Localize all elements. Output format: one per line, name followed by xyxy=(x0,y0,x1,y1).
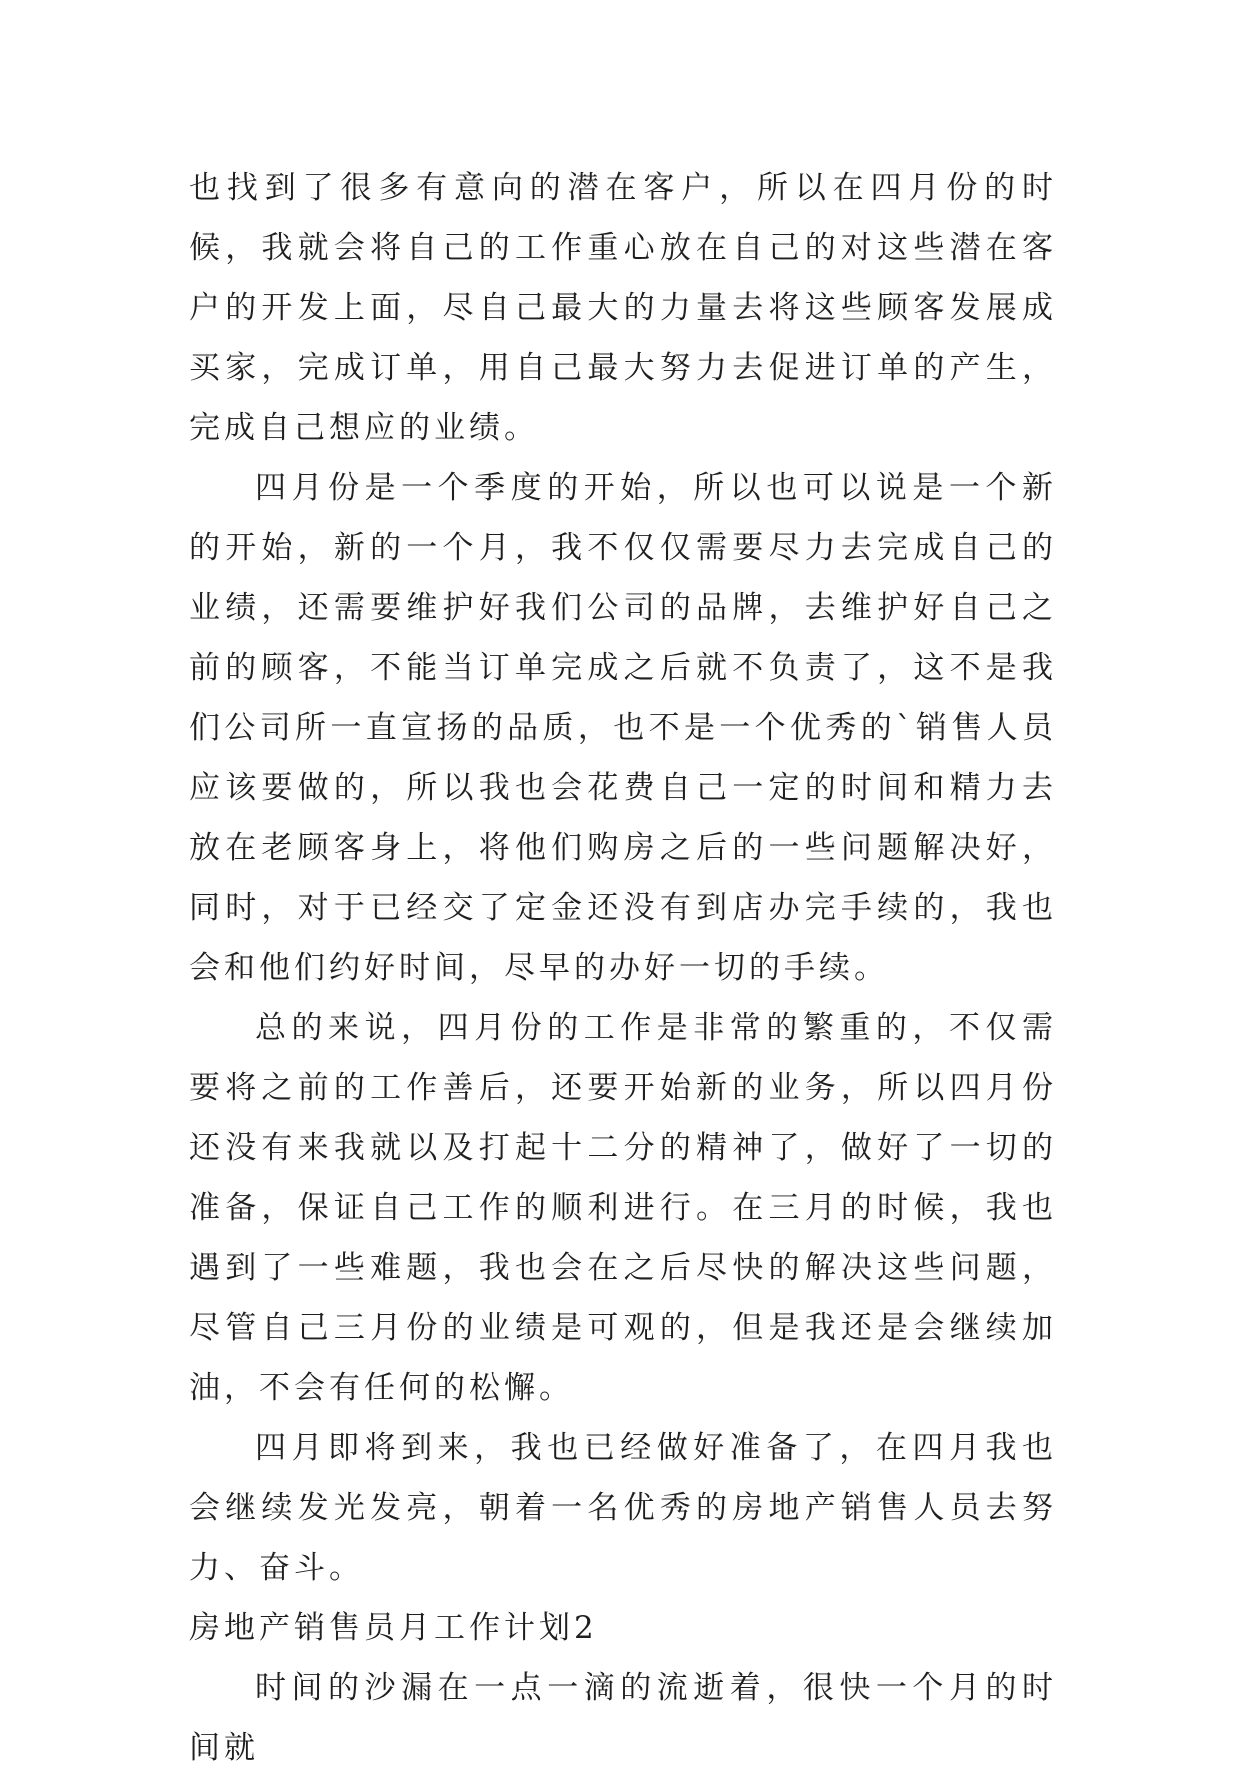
paragraph-3: 总的来说，四月份的工作是非常的繁重的，不仅需要将之前的工作善后，还要开始新的业务，所以四月份还没有来我就以及打起十二分的精神了，做好了一切的准备，保证自己工作的顺利进行。在三月的时候，我也遇到了一些难题，我也会在之后尽快的解决这些问题，尽管自己三月份的业绩是可观的，但是我还是会继续加油，不会有任何的松懈。 xyxy=(189,1010,1057,1406)
paragraph-1: 也找到了很多有意向的潜在客户，所以在四月份的时候，我就会将自己的工作重心放在自己的对这些潜在客户的开发上面，尽自己最大的力量去将这些顾客发展成买家，完成订单，用自己最大努力去促进订单的产生，完成自己想应的业绩。 xyxy=(189,170,1057,446)
paragraph-2: 四月份是一个季度的开始，所以也可以说是一个新的开始，新的一个月，我不仅仅需要尽力去完成自己的业绩，还需要维护好我们公司的品牌，去维护好自己之前的顾客，不能当订单完成之后就不负责了，这不是我们公司所一直宣扬的品质，也不是一个优秀的`销售人员应该要做的，所以我也会花费自己一定的时间和精力去放在老顾客身上，将他们购房之后的一些问题解决好，同时，对于已经交了定金还没有到店办完手续的，我也会和他们约好时间，尽早的办好一切的手续。 xyxy=(189,470,1057,986)
paragraph-4: 四月即将到来，我也已经做好准备了，在四月我也会继续发光发亮，朝着一名优秀的房地产销售人员去努力、奋斗。 xyxy=(189,1430,1057,1586)
document-body xyxy=(189,158,1057,1778)
section-heading: 房地产销售员月工作计划2 xyxy=(189,1610,598,1646)
paragraph-5: 时间的沙漏在一点一滴的流逝着，很快一个月的时间就 xyxy=(189,1670,1057,1766)
